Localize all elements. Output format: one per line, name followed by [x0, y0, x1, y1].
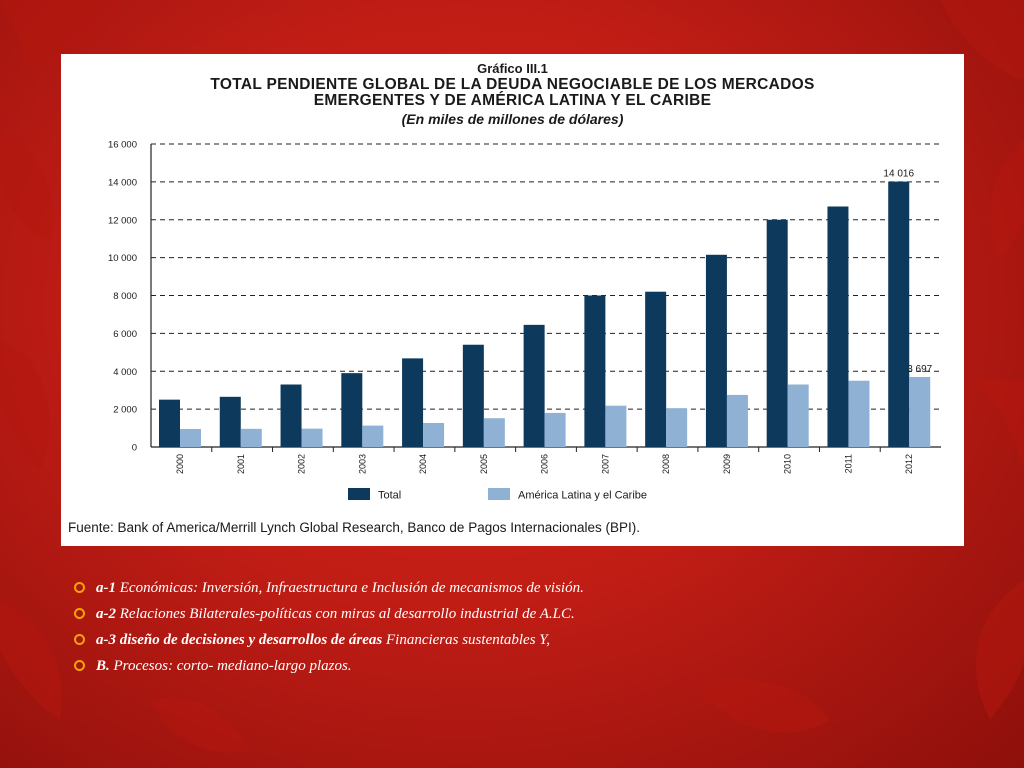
- bullet-list: [74, 578, 974, 682]
- bar-america-latina: [848, 381, 869, 447]
- bullet-bold: B.: [96, 658, 110, 674]
- bullet-text: Relaciones Bilaterales-políticas con miras al desarrollo industrial de A.LC.: [116, 606, 575, 622]
- bullet-text: Procesos: corto- mediano-largo plazos.: [109, 658, 352, 674]
- data-label: 14 016: [883, 168, 915, 180]
- legend-label: Total: [378, 489, 402, 502]
- bullet-bold: a-2: [96, 606, 116, 622]
- bar-america-latina: [666, 408, 687, 447]
- y-tick-label: 6 000: [113, 328, 137, 340]
- y-tick-label: 2 000: [113, 404, 137, 416]
- bar-total: [584, 296, 605, 448]
- bar-america-latina: [605, 406, 626, 447]
- x-tick-label: 2005: [478, 454, 489, 475]
- x-tick-label: 2010: [782, 454, 793, 475]
- bar-total: [220, 397, 241, 447]
- chart-source: Fuente: Bank of America/Merrill Lynch Global Research, Banco de Pagos Internacionales (BPI).: [68, 520, 641, 535]
- x-tick-label: 2003: [357, 454, 368, 475]
- x-tick-label: 2006: [539, 454, 550, 475]
- bullet-text: Económicas: Inversión, Infraestructura e Inclusión de mecanismos de visión.: [116, 580, 584, 596]
- bar-america-latina: [302, 429, 323, 447]
- bar-america-latina: [484, 418, 505, 447]
- x-tick-label: 2001: [235, 454, 246, 475]
- chart-title-line1: TOTAL PENDIENTE GLOBAL DE LA DEUDA NEGOCIABLE DE LOS MERCADOS: [210, 76, 815, 93]
- bar-total: [524, 325, 545, 447]
- bar-total: [159, 400, 180, 447]
- bar-america-latina: [545, 413, 566, 447]
- ring-bullet-icon: [74, 608, 85, 619]
- y-tick-label: 14 000: [107, 177, 137, 189]
- ring-bullet-icon: [74, 634, 85, 645]
- x-tick-label: 2002: [296, 454, 307, 475]
- x-tick-label: 2009: [721, 454, 732, 475]
- bar-total: [706, 255, 727, 447]
- data-label: 3 697: [907, 363, 933, 375]
- bar-america-latina: [788, 385, 809, 447]
- bar-chart: [61, 54, 964, 546]
- ring-bullet-icon: [74, 660, 85, 671]
- chart-title-line2: EMERGENTES Y DE AMÉRICA LATINA Y EL CARIBE: [313, 92, 712, 109]
- x-tick-label: 2004: [418, 454, 429, 475]
- x-tick-label: 2007: [600, 454, 611, 475]
- chart-subtitle: (En miles de millones de dólares): [401, 111, 624, 127]
- bar-total: [281, 385, 302, 447]
- x-tick-label: 2000: [175, 454, 185, 475]
- y-tick-label: 0: [131, 442, 137, 454]
- bar-america-latina: [241, 429, 262, 447]
- bar-america-latina: [727, 395, 748, 447]
- bullet-item: [74, 578, 974, 604]
- bullet-item: [74, 630, 974, 656]
- bar-total: [341, 373, 362, 447]
- bullet-text: Financieras sustentables Y,: [382, 632, 551, 648]
- y-tick-label: 16 000: [107, 139, 137, 151]
- chart-panel: [61, 54, 964, 546]
- bar-america-latina: [423, 423, 444, 447]
- bar-america-latina: [180, 429, 201, 447]
- x-tick-label: 2008: [661, 454, 672, 475]
- x-tick-label: 2011: [843, 454, 854, 474]
- y-tick-label: 8 000: [113, 291, 137, 302]
- bar-total: [888, 182, 909, 447]
- bar-total: [463, 345, 484, 447]
- bar-total: [767, 220, 788, 447]
- bar-total: [645, 292, 666, 447]
- bar-total: [402, 358, 423, 447]
- legend-swatch-total: [348, 488, 370, 500]
- bullet-bold: a-1: [96, 580, 116, 596]
- bullet-item: [74, 604, 974, 630]
- legend-label: América Latina y el Caribe: [518, 489, 648, 502]
- bar-america-latina: [909, 377, 930, 447]
- y-tick-label: 4 000: [113, 366, 137, 378]
- y-tick-label: 12 000: [107, 215, 137, 227]
- bar-total: [827, 206, 848, 447]
- legend-swatch-america-latina: [488, 488, 510, 500]
- y-tick-label: 10 000: [107, 253, 137, 265]
- chart-label: Gráfico III.1: [477, 61, 548, 76]
- bullet-bold: a-3 diseño de decisiones y desarrollos de áreas: [96, 632, 383, 648]
- bullet-item: [74, 656, 974, 682]
- x-tick-label: 2012: [904, 454, 915, 475]
- ring-bullet-icon: [74, 582, 85, 593]
- bar-america-latina: [362, 426, 383, 447]
